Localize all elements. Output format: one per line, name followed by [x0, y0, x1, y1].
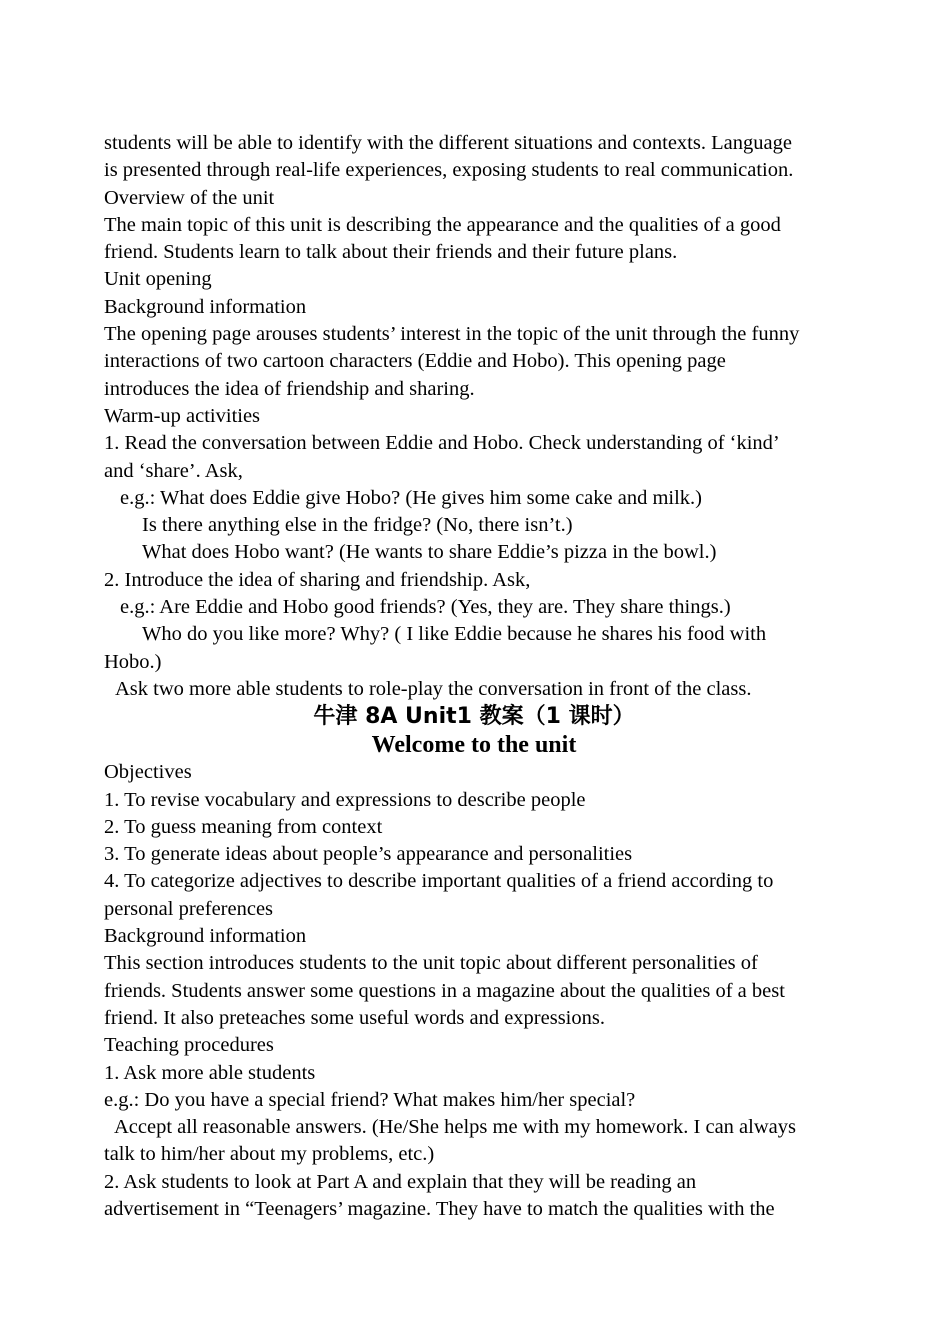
background-heading-2: Background information	[104, 925, 307, 948]
overview-line-1: The main topic of this unit is describing the appearance and the qualities of a good	[104, 213, 781, 236]
objective-item-4: 4. To categorize adjectives to describe important qualities of a friend according to	[104, 870, 774, 893]
background-heading: Background information	[104, 295, 307, 318]
procedure-item-1-example: e.g.: Do you have a special friend? What makes him/her special?	[104, 1088, 636, 1111]
background-2-line-2: friends. Students answer some questions in a magazine about the qualities of a best	[104, 979, 785, 1002]
procedure-item-1: 1. Ask more able students	[104, 1061, 316, 1084]
warmup-roleplay: Ask two more able students to role-play the conversation in front of the class.	[115, 677, 752, 700]
background-line-2: interactions of two cartoon characters (Eddie and Hobo). This opening page	[104, 350, 726, 373]
procedure-item-1-accept-continued: talk to him/her about my problems, etc.)	[104, 1143, 435, 1166]
warmup-item-1-line-1: 1. Read the conversation between Eddie and Hobo. Check understanding of ‘kind’	[104, 432, 780, 455]
warmup-example-1-question-2: Is there anything else in the fridge? (No, there isn’t.)	[142, 514, 573, 537]
background-2-line-1: This section introduces students to the unit topic about different personalities of	[104, 952, 758, 975]
procedure-item-2-line-1: 2. Ask students to look at Part A and explain that they will be reading an	[104, 1170, 697, 1193]
background-line-1: The opening page arouses students’ interest in the topic of the unit through the funny	[104, 323, 800, 346]
objectives-heading: Objectives	[104, 761, 192, 784]
procedure-item-2-line-2: advertisement in “Teenagers’ magazine. They have to match the qualities with the	[104, 1197, 775, 1220]
warmup-item-2: 2. Introduce the idea of sharing and friendship. Ask,	[104, 568, 531, 591]
background-2-line-3: friend. It also preteaches some useful words and expressions.	[104, 1006, 605, 1029]
warmup-example-2: e.g.: Are Eddie and Hobo good friends? (Yes, they are. They share things.)	[120, 596, 731, 619]
background-line-3: introduces the idea of friendship and sharing.	[104, 377, 475, 400]
objective-item-2: 2. To guess meaning from context	[104, 815, 383, 838]
unit-opening-heading: Unit opening	[104, 268, 212, 291]
intro-line-2: is presented through real-life experiences, exposing students to real communication.	[104, 159, 794, 182]
overview-heading: Overview of the unit	[104, 186, 275, 209]
warmup-example-2-question-2-continued: Hobo.)	[104, 650, 162, 673]
lesson-plan-subtitle: Welcome to the unit	[371, 732, 577, 759]
overview-line-2: friend. Students learn to talk about their friends and their future plans.	[104, 241, 678, 264]
procedure-item-1-accept: Accept all reasonable answers. (He/She helps me with my homework. I can always	[114, 1116, 796, 1139]
warmup-example-1: e.g.: What does Eddie give Hobo? (He gives him some cake and milk.)	[120, 486, 703, 509]
warmup-example-1-question-3: What does Hobo want? (He wants to share Eddie’s pizza in the bowl.)	[142, 541, 717, 564]
lesson-plan-title: 牛津 8A Unit1 教案（1 课时）	[313, 704, 635, 730]
objective-item-1: 1. To revise vocabulary and expressions to describe people	[104, 788, 586, 811]
warmup-example-2-question-2: Who do you like more? Why? ( I like Eddie because he shares his food with	[142, 623, 767, 646]
procedures-heading: Teaching procedures	[104, 1034, 274, 1057]
warmup-heading: Warm-up activities	[104, 404, 261, 427]
intro-line-1: students will be able to identify with the different situations and contexts. Language	[104, 132, 792, 154]
objective-item-4-continued: personal preferences	[104, 897, 274, 920]
objective-item-3: 3. To generate ideas about people’s appearance and personalities	[104, 843, 633, 866]
document-body	[104, 130, 864, 1223]
warmup-item-1-line-2: and ‘share’. Ask,	[104, 459, 243, 482]
